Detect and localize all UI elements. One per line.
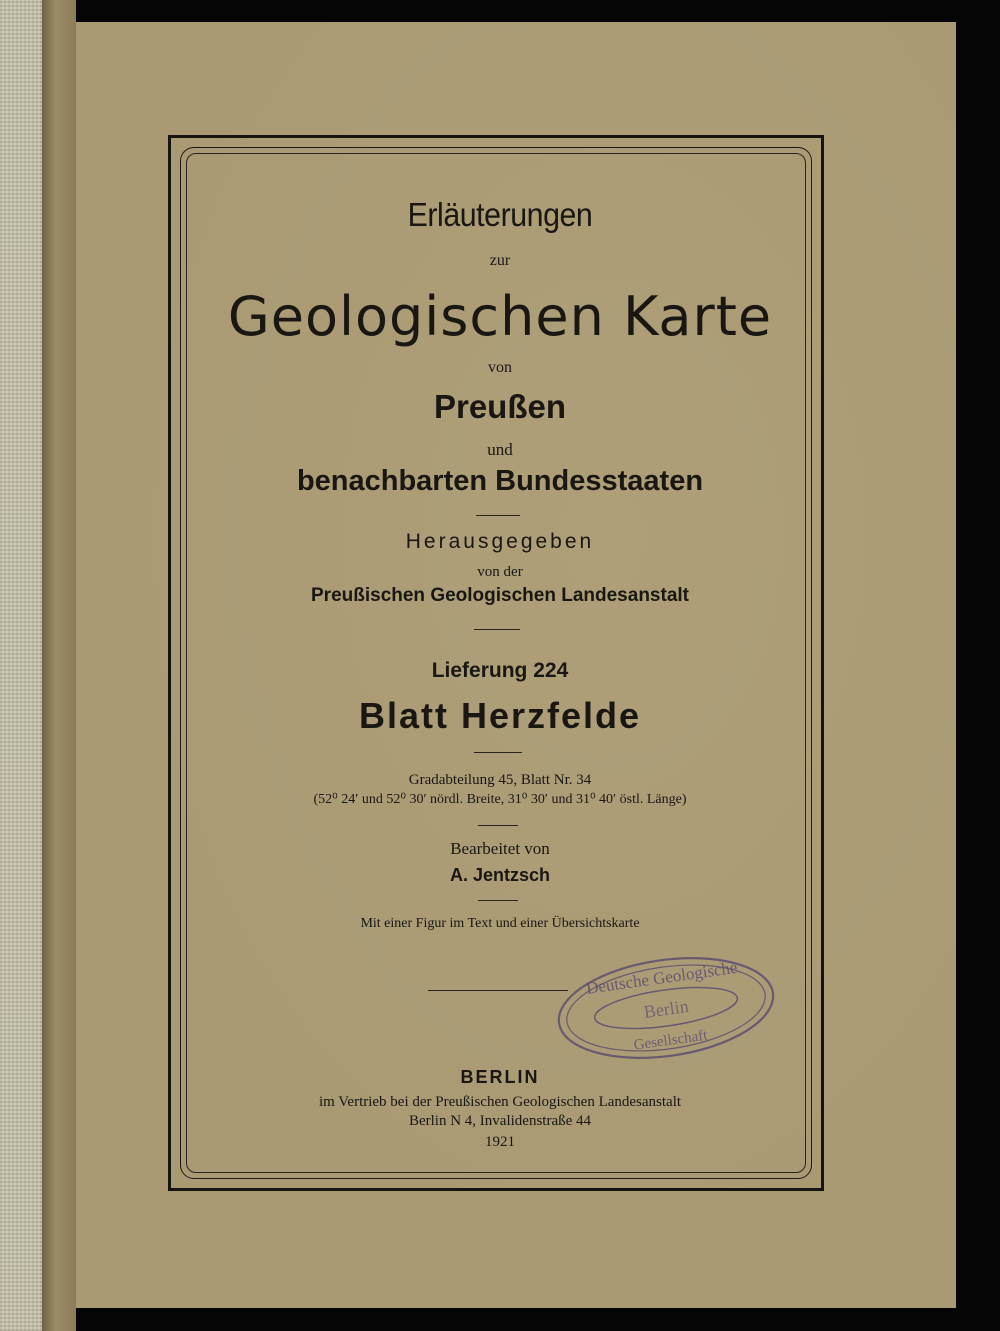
heading-geologischen-karte: Geologischen Karte [227,285,773,348]
heading-erlaeuterungen: Erläuterungen [407,196,593,233]
heading-benachbarten-bundesstaaten: benachbarten Bundesstaaten [296,465,704,497]
figure-note: Mit einer Figur im Text und einer Übersichtskarte [360,916,640,931]
sheet-title: Blatt Herzfelde [358,695,642,736]
grid-division-info: Gradabteilung 45, Blatt Nr. 34 [408,772,592,788]
text-herausgegeben: Herausgegeben [405,530,595,553]
heading-preussen: Preußen [433,388,567,425]
publisher-address: Berlin N 4, Invalidenstraße 44 [408,1113,592,1129]
divider-rule [476,515,520,516]
text-bearbeitet-von: Bearbeitet von [450,839,550,858]
author-name: A. Jentzsch [449,865,551,885]
library-stamp-image [552,953,780,1063]
text-von-der: von der [477,564,523,580]
text-von: von [488,359,512,376]
divider-rule [474,629,520,630]
stamp-outer-text: Deutsche Geologische [584,957,739,998]
delivery-number: Lieferung 224 [431,659,569,682]
publication-city: BERLIN [460,1067,540,1087]
divider-rule [474,752,522,753]
divider-rule [478,900,518,901]
text-und: und [487,440,513,459]
coordinates-info: (52⁰ 24′ und 52⁰ 30′ nördl. Breite, 31⁰ 30′ und 31⁰ 40′ östl. Länge) [313,792,687,807]
stamp-center-text: Berlin [642,995,690,1023]
divider-rule [478,825,518,826]
long-divider-rule [428,990,568,991]
text-zur: zur [489,252,511,269]
distribution-note: im Vertrieb bei der Preußischen Geologischen Landesanstalt [318,1094,682,1110]
stamp-bottom-text: Gesellschaft [632,1027,709,1054]
publication-year: 1921 [485,1134,515,1150]
publisher-name: Preußischen Geologischen Landesanstalt [311,585,689,606]
